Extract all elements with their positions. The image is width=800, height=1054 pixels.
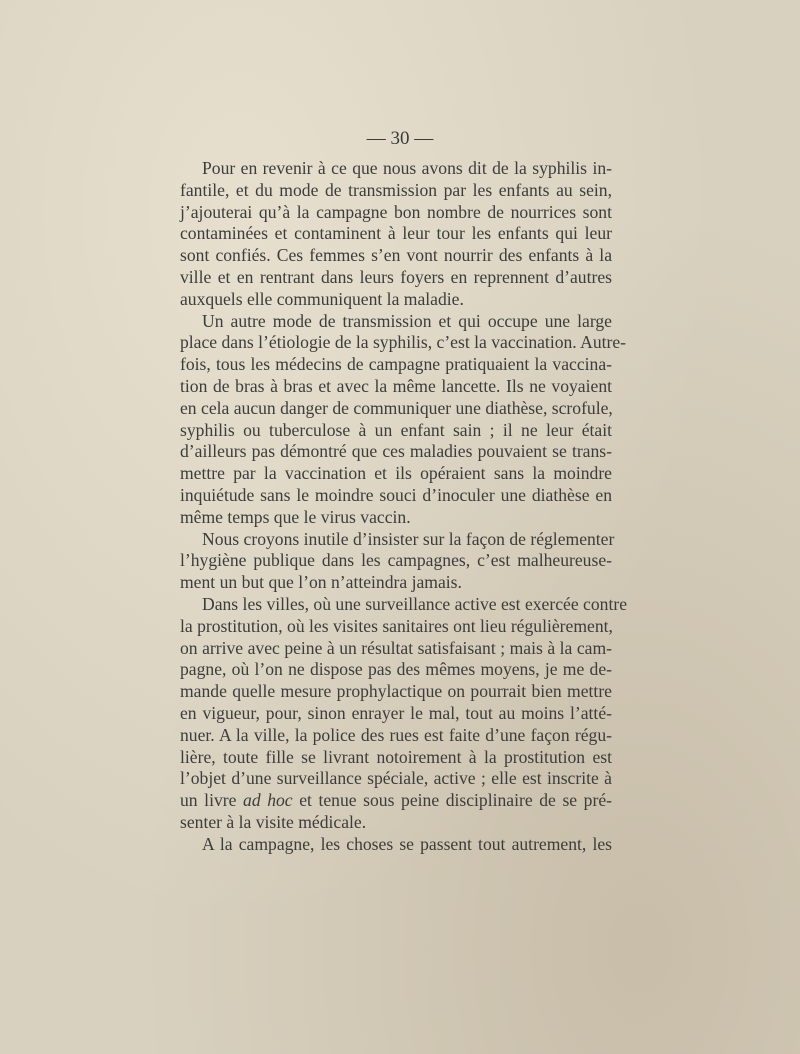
text-line: on arrive avec peine à un résultat satisfaisant ; mais à la cam-: [180, 637, 612, 658]
text-line: place dans l’étiologie de la syphilis, c’est la vaccination. Autre-: [180, 332, 627, 353]
text-line: mettre par la vaccination et ils opéraient sans la moindre: [180, 463, 612, 484]
text-line: syphilis ou tuberculose à un enfant sain ; il ne leur était: [180, 419, 612, 440]
text-line: ment un but que l’on n’atteindra jamais.: [180, 572, 462, 593]
text-line: même temps que le virus vaccin.: [180, 506, 411, 527]
text-line: la prostitution, où les visites sanitaires ont lieu régulièrement,: [180, 615, 613, 636]
text-line: en vigueur, pour, sinon enrayer le mal, tout au moins l’atté-: [180, 702, 612, 723]
text-line: ville et en rentrant dans leurs foyers en reprennent d’autres: [180, 266, 612, 287]
text-line: Dans les villes, où une surveillance active est exercée contre: [202, 593, 627, 614]
text-line: mande quelle mesure prophylactique on pourrait bien mettre: [180, 681, 612, 702]
text-line: d’ailleurs pas démontré que ces maladies pouvaient se trans-: [180, 441, 612, 462]
text-line: inquiétude sans le moindre souci d’inoculer une diathèse en: [180, 484, 612, 505]
italic-term: ad hoc: [243, 790, 293, 811]
text-line: auxquels elle communiquent la maladie.: [180, 288, 464, 309]
body-text: [180, 158, 627, 856]
text-line: sont confiés. Ces femmes s’en vont nourrir des enfants à la: [180, 245, 612, 266]
text-line: fantile, et du mode de transmission par les enfants au sein,: [180, 179, 612, 200]
text-line: contaminées et contaminent à leur tour les enfants qui leur: [180, 223, 612, 244]
text-line: l’objet d’une surveillance spéciale, active ; elle est inscrite à: [180, 768, 612, 789]
text-segment: un livre: [180, 790, 244, 811]
text-line: Nous croyons inutile d’insister sur la façon de réglementer: [202, 528, 615, 549]
text-line: Un autre mode de transmission et qui occupe une large: [202, 310, 612, 331]
text-line: l’hygiène publique dans les campagnes, c’est malheureuse-: [180, 550, 612, 571]
text-line: en cela aucun danger de communiquer une diathèse, scrofule,: [180, 397, 613, 418]
text-line: A la campagne, les choses se passent tout autrement, les: [202, 833, 612, 854]
text-line: j’ajouterai qu’à la campagne bon nombre de nourrices sont: [180, 201, 612, 222]
text-line: nuer. A la ville, la police des rues est faite d’une façon régu-: [180, 724, 612, 745]
text-line: Pour en revenir à ce que nous avons dit de la syphilis in-: [202, 158, 612, 178]
text-line: senter à la visite médicale.: [180, 811, 367, 832]
text-line: fois, tous les médecins de campagne pratiquaient la vaccina-: [180, 354, 612, 375]
text-line: pagne, où l’on ne dispose pas des mêmes moyens, je me de-: [180, 659, 612, 680]
text-line: lière, toute fille se livrant notoirement à la prostitution est: [180, 746, 612, 767]
text-segment: et tenue sous peine disciplinaire de se pré-: [292, 790, 613, 811]
text-line: tion de bras à bras et avec la même lancette. Ils ne voyaient: [180, 375, 612, 396]
page-number: — 30 —: [366, 128, 434, 149]
text-line-with-italic: [180, 790, 612, 812]
